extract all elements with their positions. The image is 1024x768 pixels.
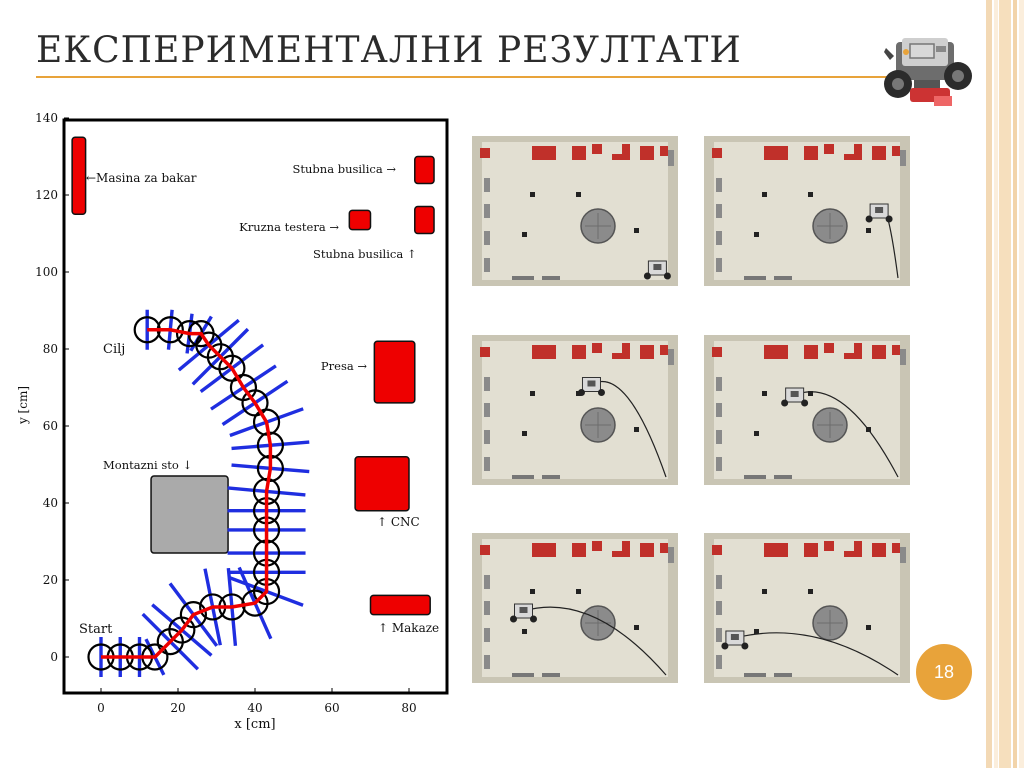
y-tick-label: 40 [42, 496, 58, 510]
page-number-badge: 18 [916, 644, 972, 700]
experiment-photo [472, 335, 678, 485]
decor-stripe [999, 0, 1011, 768]
y-tick-label: 60 [42, 419, 58, 433]
obstacle-rect [355, 457, 409, 511]
experiment-photo [704, 136, 910, 286]
label-kruzna-testera: Kruzna testera → [239, 220, 339, 234]
obstacle-rect [72, 137, 85, 214]
y-tick-label: 100 [35, 265, 58, 279]
y-tick-label: 80 [42, 342, 58, 356]
slide-title: ЕКСПЕРИМЕНТАЛНИ РЕЗУЛТАТИ [36, 30, 742, 71]
experiment-photo [704, 533, 910, 683]
obstacle-rect [371, 595, 431, 614]
decor-stripe [1013, 0, 1017, 768]
obstacle-rect [415, 207, 434, 234]
obstacle-rect [374, 341, 414, 403]
label-presa: Presa → [320, 359, 367, 373]
x-tick-label: 40 [247, 701, 263, 715]
obstacle-rect [151, 476, 228, 553]
label-stubna-busilica-1: Stubna busilica → [292, 162, 396, 176]
decor-stripe [994, 0, 998, 768]
x-tick-label: 60 [324, 701, 340, 715]
lego-robot-icon [880, 22, 976, 114]
x-tick-label: 0 [97, 701, 105, 715]
x-tick-label: 20 [170, 701, 186, 715]
decor-stripe [1019, 0, 1024, 768]
decor-stripe [986, 0, 992, 768]
x-axis-label: x [cm] [234, 717, 276, 732]
path-plot [0, 100, 470, 750]
label-start: Start [79, 622, 113, 637]
experiment-photo [704, 335, 910, 485]
label-cnc: ↑ CNC [377, 515, 420, 529]
label-masina-za-bakar: ←Masina za bakar [86, 171, 197, 185]
y-tick-label: 140 [35, 111, 58, 125]
label-stubna-busilica-2: Stubna busilica ↑ [313, 247, 417, 261]
experiment-photo [472, 533, 678, 683]
experiment-photo [472, 136, 678, 286]
x-tick-label: 80 [401, 701, 417, 715]
title-underline [36, 76, 924, 78]
y-tick-label: 120 [35, 188, 58, 202]
y-tick-label: 20 [42, 573, 58, 587]
y-tick-label: 0 [50, 650, 58, 664]
label-cilj: Cilj [103, 342, 126, 357]
obstacle-rect [415, 157, 434, 184]
y-axis-label: y [cm] [16, 385, 30, 425]
obstacle-rect [349, 210, 370, 229]
label-makaze: ↑ Makaze [378, 621, 440, 635]
label-montazni-sto: Montazni sto ↓ [103, 458, 193, 472]
